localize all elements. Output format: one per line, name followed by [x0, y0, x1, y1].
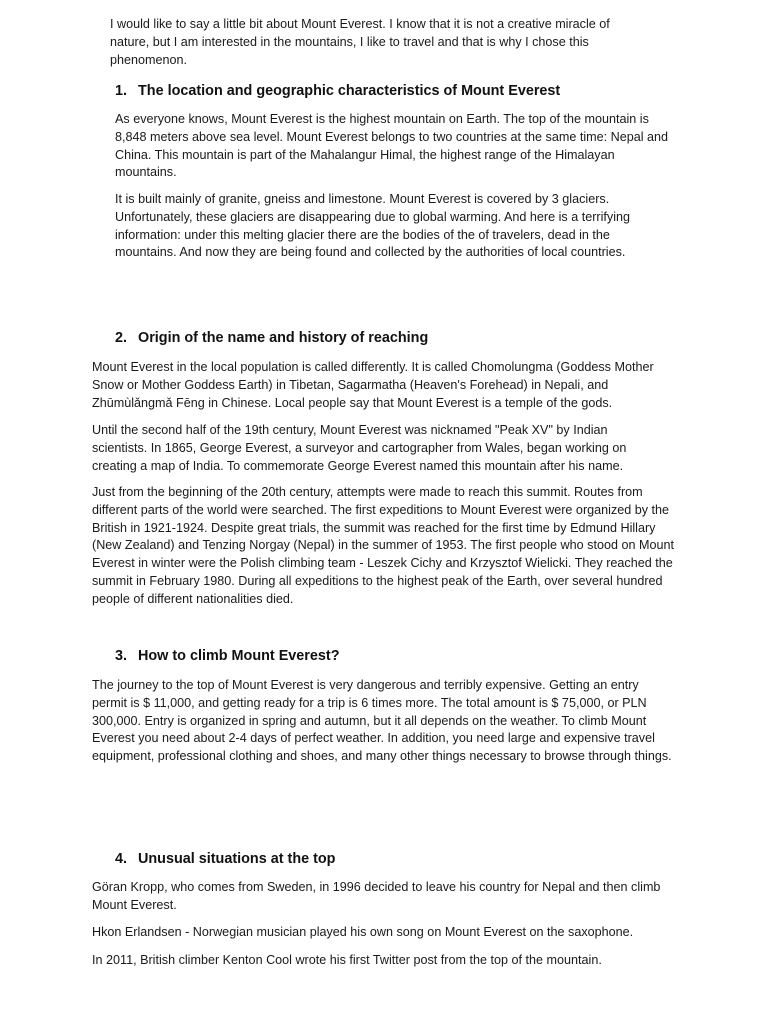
section-title: The location and geographic characteristics of Mount Everest: [138, 83, 561, 99]
section-title: How to climb Mount Everest?: [138, 648, 340, 664]
section-heading-location: [115, 81, 560, 101]
section-number: 4.: [115, 851, 128, 867]
paragraph-location-1: As everyone knows, Mount Everest is the highest mountain on Earth. The top of the mountain is 8,848 meters above sea level. Mount Everest belongs to two countries at the same time: Nepal and China. This mountain is part of the Mahalangur Himal, the highest range of the Himalayan mountains.: [115, 112, 669, 180]
section-number: 3.: [115, 648, 128, 664]
paragraph-unusual-3: In 2011, British climber Kenton Cool wrote his first Twitter post from the top of the mountain.: [92, 953, 602, 967]
section-title: Unusual situations at the top: [138, 851, 336, 867]
section-title: Origin of the name and history of reaching: [138, 330, 429, 346]
paragraph-climb-1: The journey to the top of Mount Everest is very dangerous and terribly expensive. Getting an entry permit is $ 11,000, and getting ready for a trip is 6 times more. The total amount is $ 75,000, or PLN 300,000. Entry is organized in spring and autumn, but it all depends on the weather. To climb Mount Everest you need about 2-4 days of perfect weather. In addition, you need large and expensive travel equipment, professional clothing and shoes, and many other things necessary to browse through things.: [92, 678, 672, 764]
section-heading-climb: [115, 646, 339, 666]
section-heading-unusual: [115, 849, 335, 869]
paragraph-unusual-1: Göran Kropp, who comes from Sweden, in 1996 decided to leave his country for Nepal and then climb Mount Everest.: [92, 880, 661, 912]
intro-paragraph: I would like to say a little bit about Mount Everest. I know that it is not a creative miracle of nature, but I am interested in the mountains, I like to travel and that is why I chose this phenomenon.: [110, 17, 610, 67]
paragraph-origin-3: Just from the beginning of the 20th century, attempts were made to reach this summit. Routes from different parts of the world were searched. The first expeditions to Mount Everest were organized by the British in 1921-1924. Despite great trials, the summit was reached for the first time by Edmund Hillary (New Zealand) and Tenzing Norgay (Nepal) in the summer of 1953. The first people who stood on Mount Everest in winter were the Polish climbing team - Leszek Cichy and Krzysztof Wielicki. They reached the summit in February 1980. During all expeditions to the highest peak of the Earth, over several hundred people of different nationalities died.: [92, 485, 674, 606]
paragraph-unusual-2: Hkon Erlandsen - Norwegian musician played his own song on Mount Everest on the saxophone.: [92, 925, 634, 939]
paragraph-origin-2: Until the second half of the 19th century, Mount Everest was nicknamed "Peak XV" by Indian scientists. In 1865, George Everest, a surveyor and cartographer from Wales, began working on creating a map of India. To commemorate George Everest named this mountain after his name.: [92, 423, 627, 473]
section-number: 1.: [115, 83, 128, 99]
paragraph-location-2: It is built mainly of granite, gneiss and limestone. Mount Everest is covered by 3 glaciers. Unfortunately, these glaciers are disappearing due to global warming. And here is a terrifying information: under this melting glacier there are the bodies of the of travelers, dead in the mountains. And now they are being found and collected by the authorities of local countries.: [115, 192, 631, 260]
paragraph-origin-1: Mount Everest in the local population is called differently. It is called Chomolungma (Goddess Mother Snow or Mother Goddess Earth) in Tibetan, Sagarmatha (Heaven's Forehead) in Nepali, and Zhūmùlǎngmǎ Fēng in Chinese. Local people say that Mount Everest is a temple of the gods.: [92, 360, 654, 410]
section-heading-origin: [115, 328, 428, 348]
section-number: 2.: [115, 330, 128, 346]
